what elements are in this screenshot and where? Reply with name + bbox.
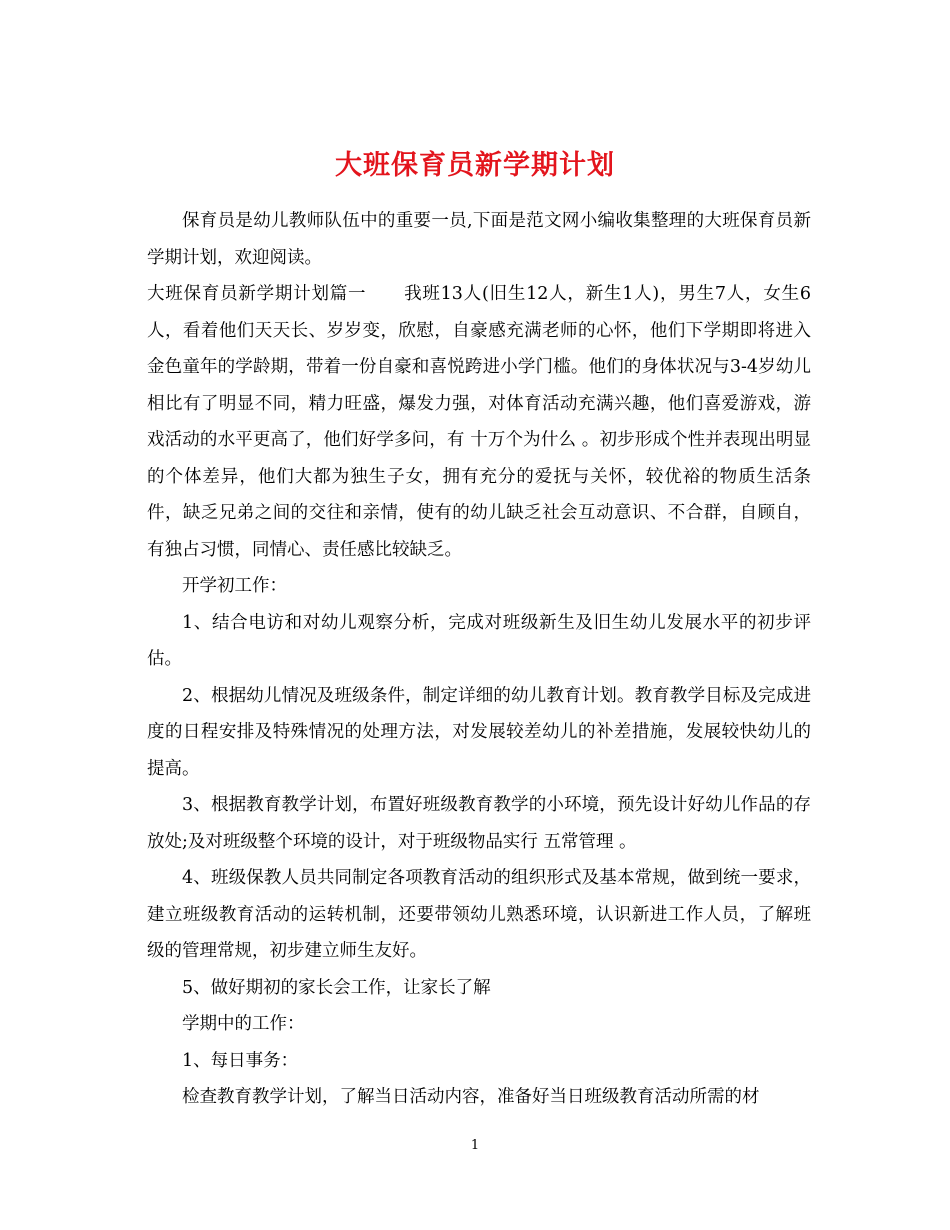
list-item: 2、根据幼儿情况及班级条件，制定详细的幼儿教育计划。教育教学目标及完成进度的日程安排及特殊情况的处理方法，对发展较差幼儿的补差措施，发展较快幼儿的提高。	[147, 685, 811, 779]
mid-term-heading: 学期中的工作：	[182, 1014, 305, 1034]
section-paragraph	[147, 276, 811, 568]
section-heading: 大班保育员新学期计划篇一	[147, 284, 367, 304]
page-number: 1	[470, 1138, 480, 1153]
daily-tasks-text: 检查教育教学计划，了解当日活动内容，准备好当日班级教育活动所需的材	[182, 1087, 760, 1107]
list-item: 3、根据教育教学计划，布置好班级教育教学的小环境，预先设计好幼儿作品的存放处;及对班级整个环境的设计，对于班级物品实行 五常管理 。	[147, 795, 811, 852]
document-title: 大班保育员新学期计划	[335, 150, 615, 182]
intro-paragraph: 保育员是幼儿教师队伍中的重要一员,下面是范文网小编收集整理的大班保育员新学期计划，欢迎阅读。	[147, 211, 811, 268]
start-work-heading: 开学初工作：	[182, 576, 287, 596]
document-body	[147, 203, 811, 1116]
daily-tasks-heading: 1、每日事务：	[182, 1050, 299, 1071]
class-overview-text: 我班13人(旧生12人，新生1人)，男生7人，女生6人，看着他们天天长、岁岁变，欣慰，自豪感充满老师的心怀，他们下学期即将进入金色童年的学龄期，带着一份自豪和喜悦跨进小学门槛。他们的身体状况与3-4岁幼儿相比有了明显不同，精力旺盛，爆发力强，对体育活动充满兴趣，他们喜爱游戏，游戏活动的水平更高了，他们好学多问，有 十万个为什么 。初步形成个性并表现出明显的个体差异，他们大都为独生子女，拥有充分的爱抚与关怀，较优裕的物质生活条件，缺乏兄弟之间的交往和亲情，使有的幼儿缺乏社会互动意识、不合群，自顾自，有独占习惯，同情心、责任感比较缺乏。	[147, 284, 812, 560]
list-item: 1、结合电访和对幼儿观察分析，完成对班级新生及旧生幼儿发展水平的初步评估。	[147, 612, 811, 669]
list-item: 5、做好期初的家长会工作，让家长了解	[182, 977, 491, 998]
list-item: 4、班级保教人员共同制定各项教育活动的组织形式及基本常规，做到统一要求，建立班级教育活动的运转机制，还要带领幼儿熟悉环境，认识新进工作人员，了解班级的管理常规，初步建立师生友好。	[147, 868, 811, 961]
